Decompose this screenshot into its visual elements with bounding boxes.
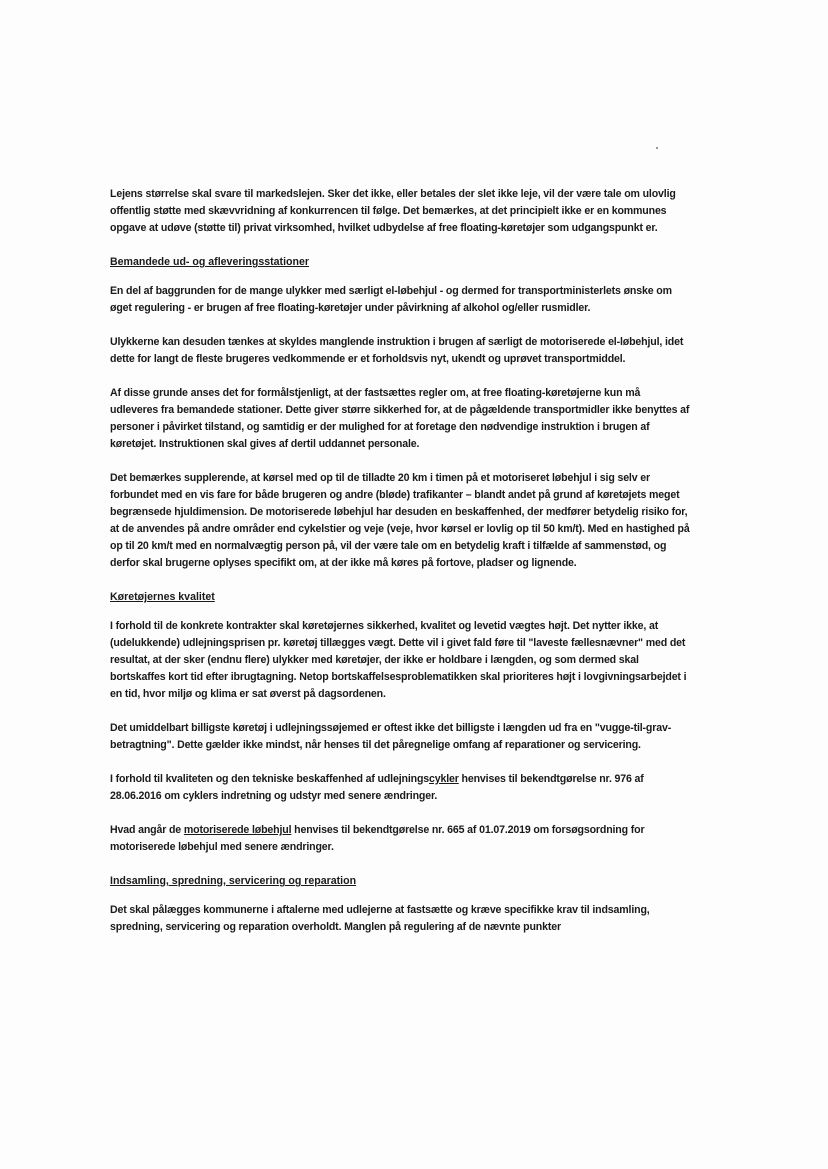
paragraph-staffed-stations: Af disse grunde anses det for formålstjenligt, at der fastsættes regler om, at free floating-køretøjerne kun må udleveres fra bemandede stationer. Dette giver større sikkerhed for, at de pågældende transportmidler ikke benyttes af personer i påvirket tilstand, og samtidig er der mulighed for at foretage den nødvendige instruktion i brugen af køretøjet. Instruktionen skal gives af dertil uddannet personale. — [110, 387, 690, 450]
paragraph-cradle-to-grave: Det umiddelbart billigste køretøj i udlejningssøjemed er oftest ikke det billigste i længden ud fra en "vugge-til-grav-betragtning". Dette gælder ikke mindst, når henses til det påregnelige omfang af reparationer og servicering. — [110, 722, 672, 751]
heading-vehicle-quality: Køretøjernes kvalitet — [110, 591, 215, 603]
heading-collection-repair: Indsamling, spredning, servicering og reparation — [110, 875, 357, 887]
paragraph-bicycle-text-start: I forhold til kvaliteten og den tekniske beskaffenhed af udlejnings — [110, 773, 430, 785]
paragraph-scooter-text-start: Hvad angår de — [110, 824, 184, 836]
scan-speck — [656, 147, 658, 149]
paragraph-scooter-regulation — [110, 822, 690, 856]
paragraph-bicycle-text-end: henvises til bekendtgørelse nr. 976 af 28.06.2016 om cyklers indretning og udstyr med senere ændringer. — [110, 773, 644, 802]
paragraph-instruction: Ulykkerne kan desuden tænkes at skyldes manglende instruktion i brugen af særligt de motoriserede el-løbehjul, idet dette for langt de fleste brugeres vedkommende er et forholdsvis nyt, ukendt og uprøvet transportmiddel. — [110, 336, 684, 365]
paragraph-bicycle-regulation — [110, 771, 690, 805]
paragraph-speed-risk: Det bemærkes supplerende, at kørsel med op til de tilladte 20 km i timen på et motoriseret løbehjul i sig selv er forbundet med en vis fare for både brugeren og andre (bløde) trafikanter – blandt andet på grund af køretøjets meget begrænsede hjuldimension. De motoriserede løbehjul har desuden en beskaffenhed, der medfører betydelig risiko for, at de anvendes på andre områder end cykelstier og veje (veje, hvor kørsel er lovlig op til 50 km/t). Med en hastighed på op til 20 km/t med en normalvægtig person på, vil der være tale om en betydelig kraft i tilfælde af sammenstød, og derfor skal brugerne oplyses specifikt om, at der ikke må køres på fortove, pladser og lignende. — [110, 472, 690, 569]
paragraph-municipal-requirements: Det skal pålægges kommunerne i aftalerne med udlejerne at fastsætte og kræve specifikke krav til indsamling, spredning, servicering og reparation overholdt. Manglen på regulering af de nævnte punkter — [110, 904, 650, 933]
motorized-scooters-underlined: motoriserede løbehjul — [183, 824, 292, 836]
paragraph-quality-requirements: I forhold til de konkrete kontrakter skal køretøjernes sikkerhed, kvalitet og levetid vægtes højt. Det nytter ikke, at (udelukkende) udlejningsprisen pr. køretøj tillægges vægt. Dette vil i givet fald føre til "laveste fællesnævner" med det resultat, at der sker (endnu flere) ulykker med køretøjer, der ikke er holdbare i længden, og som dermed skal bortskaffes kort tid efter ibrugtagning. Netop bortskaffelsesproblematikken skal prioriteres højt i lovgivningsarbejdet i en tid, hvor miljø og klima er sat øverst på dagsordenen. — [110, 620, 687, 700]
document-body — [110, 186, 690, 953]
paragraph-market-rent: Lejens størrelse skal svare til markedslejen. Sker det ikke, eller betales der slet ikke leje, vil der være tale om ulovlig offentlig støtte med skævvridning af konkurrencen til følge. Det bemærkes, at det principielt ikke er en kommunes opgave at udøve (støtte til) privat virksomhed, hvilket udbydelse af free floating-køretøjer som udgangspunkt er. — [110, 188, 676, 234]
heading-staffed-stations: Bemandede ud- og afleveringsstationer — [110, 256, 309, 268]
bicycles-underlined: cykler — [429, 773, 459, 785]
paragraph-accident-background: En del af baggrunden for de mange ulykker med særligt el-løbehjul - og dermed for transportministerlets ønske om øget regulering - er brugen af free floating-køretøjer under påvirkning af alkohol og/eller rusmidler. — [110, 285, 672, 314]
paragraph-scooter-text-end: henvises til bekendtgørelse nr. 665 af 01.07.2019 om forsøgsordning for motoriserede løbehjul med senere ændringer. — [110, 824, 645, 853]
